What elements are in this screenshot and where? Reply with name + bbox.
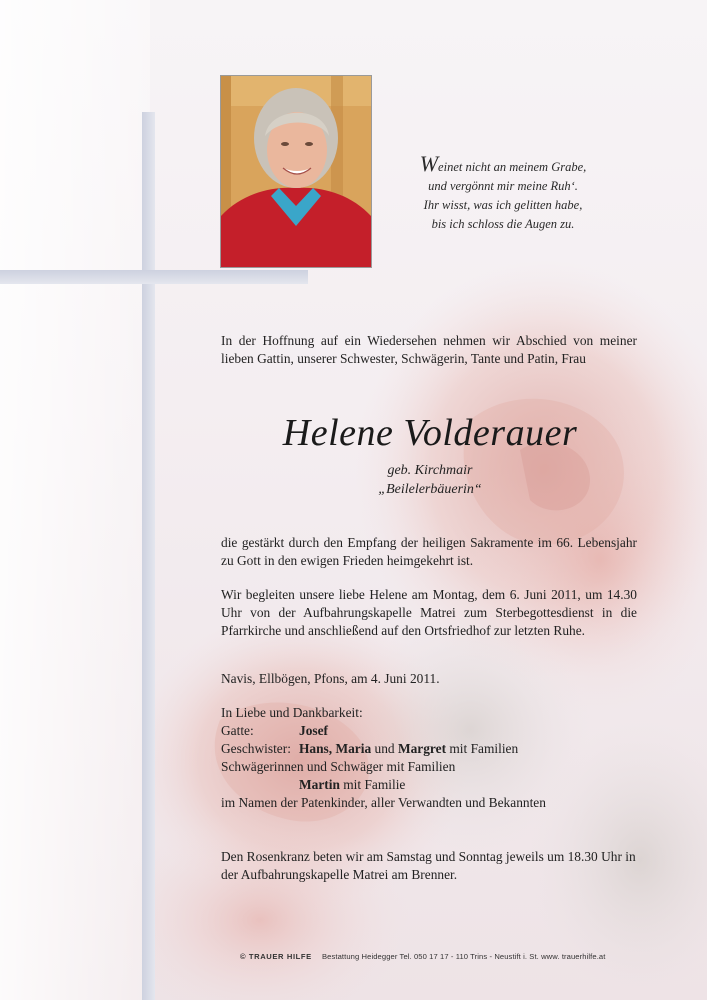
mourners-heading: In Liebe und Dankbarkeit:	[221, 705, 363, 720]
closing-row: im Namen der Patenkinder, aller Verwandten und Bekannten	[221, 795, 546, 810]
place-date: Navis, Ellbögen, Pfons, am 4. Juni 2011.	[221, 671, 440, 686]
portrait-illustration	[221, 76, 371, 267]
footer-brand: © TRAUER HILFE	[240, 952, 312, 961]
spouse-name: Josef	[299, 723, 329, 738]
left-light-panel	[0, 0, 150, 1000]
siblings-and: und	[371, 741, 398, 756]
footer-details: Bestattung Heidegger Tel. 050 17 17 - 110 Trins - Neustift i. St. www. trauerhilfe.at	[322, 952, 606, 961]
poem-line-1-rest: einet nicht an meinem Grabe,	[438, 160, 587, 174]
siblings-suffix: mit Familien	[446, 741, 519, 756]
other-indent	[221, 776, 299, 794]
maiden-name: geb. Kirchmair	[387, 463, 473, 478]
farm-nickname: „Beilelerbäuerin“	[378, 482, 482, 497]
siblings-names: Hans, Maria	[299, 741, 372, 756]
poem-line-4: bis ich schloss die Augen zu.	[431, 217, 575, 231]
poem-initial: W	[419, 151, 439, 176]
funeral-paragraph: Wir begleiten unsere liebe Helene am Montag, dem 6. Juni 2011, um 14.30 Uhr von der Aufbahrungskapelle Matrei zum Sterbegottesdienst in die Pfarrkirche und anschließend auf den Ortsfriedhof zur letzten Ruhe.	[221, 587, 637, 638]
siblings-row	[221, 740, 637, 758]
other-suffix: mit Familie	[339, 777, 406, 792]
cross-vertical-beam	[142, 112, 155, 1000]
poem-line-1	[378, 151, 628, 177]
other-row	[221, 776, 637, 794]
rosary-paragraph: Den Rosenkranz beten wir am Samstag und Sonntag jeweils um 18.30 Uhr in der Aufbahrungskapelle Matrei am Brenner.	[221, 849, 636, 882]
intro-paragraph: In der Hoffnung auf ein Wiedersehen nehmen wir Abschied von meiner lieben Gattin, unserer Schwester, Schwägerin, Tante und Patin, Frau	[221, 333, 637, 366]
deceased-name: Helene Volderauer	[282, 412, 578, 454]
mourners-list	[221, 704, 637, 812]
memorial-poem	[378, 151, 628, 234]
passing-paragraph: die gestärkt durch den Empfang der heiligen Sakramente im 66. Lebensjahr zu Gott in den ewigen Frieden heimgekehrt ist.	[221, 535, 637, 568]
spouse-row	[221, 722, 637, 740]
siblings-label: Geschwister:	[221, 741, 291, 756]
spouse-label: Gatte:	[221, 723, 254, 738]
poem-line-2: und vergönnt mir meine Ruh‘.	[428, 179, 578, 193]
in-laws-row: Schwägerinnen und Schwäger mit Familien	[221, 759, 456, 774]
footer	[240, 952, 640, 961]
portrait-photo	[220, 75, 372, 268]
other-name: Martin	[299, 777, 340, 792]
poem-line-3: Ihr wisst, was ich gelitten habe,	[423, 198, 583, 212]
cross-horizontal-beam	[0, 270, 308, 284]
siblings-name-3: Margret	[397, 741, 447, 756]
